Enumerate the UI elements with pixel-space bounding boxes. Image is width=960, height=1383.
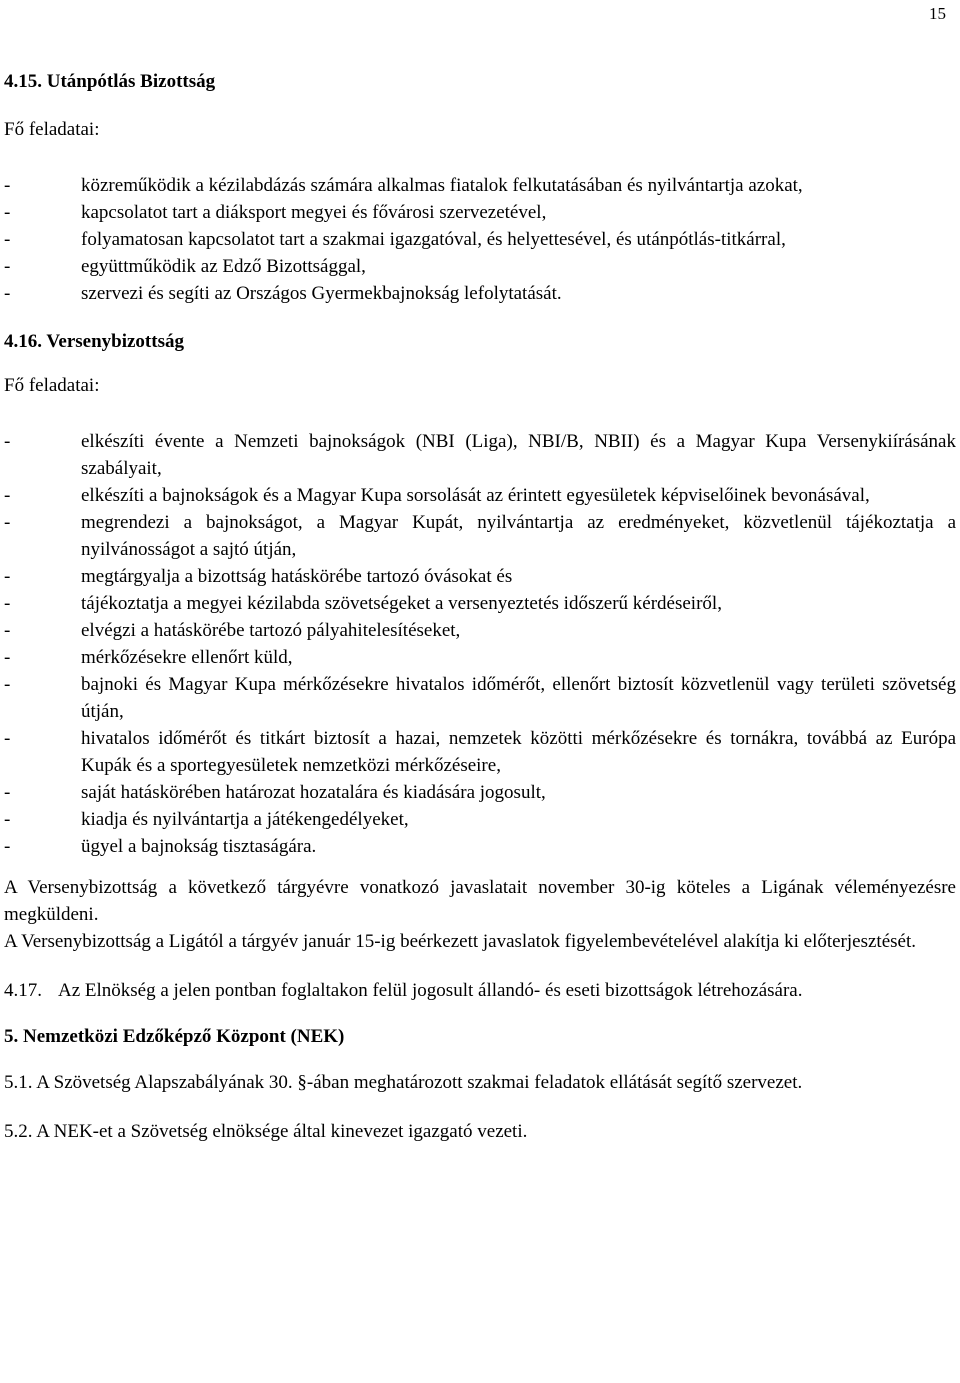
bullet-dash: -: [4, 647, 11, 668]
list-item: - elkészíti a bajnokságok és a Magyar Kupa sorsolását az érintett egyesületek képviselőinek bevonásával,: [4, 482, 956, 509]
section-4-17-number: 4.17.: [4, 980, 42, 1001]
section-4-17: [4, 977, 956, 1004]
list-item: - kapcsolatot tart a diáksport megyei és fővárosi szervezetével,: [4, 199, 956, 226]
document-body: [4, 68, 956, 1145]
list-item: - mérkőzésekre ellenőrt küld,: [4, 644, 956, 671]
section-4-15-list: [4, 172, 956, 307]
bullet-dash: -: [4, 566, 11, 587]
list-item: - szervezi és segíti az Országos Gyermekbajnokság lefolytatását.: [4, 280, 956, 307]
list-item: - bajnoki és Magyar Kupa mérkőzésekre hivatalos időmérőt, ellenőrt biztosít közvetlenül vagy területi szövetség útján,: [4, 671, 956, 725]
bullet-dash: -: [4, 593, 11, 614]
list-item: - elvégzi a hatáskörébe tartozó pályahitelesítéseket,: [4, 617, 956, 644]
versenybizottsag-paragraph-2: A Versenybizottság a Ligától a tárgyév január 15-ig beérkezett javaslatok figyelembevételével alakítja ki előterjesztését.: [4, 931, 916, 952]
list-item: - folyamatosan kapcsolatot tart a szakmai igazgatóval, és helyettesével, és utánpótlás-titkárral,: [4, 226, 956, 253]
section-4-16-list: [4, 428, 956, 860]
list-item: - hivatalos időmérőt és titkárt biztosít a hazai, nemzetek közötti mérkőzésekre és tornákra, továbbá az Európa Kupák és a sportegyesületek nemzetközi mérkőzéseire,: [4, 725, 956, 779]
list-item: - megtárgyalja a bizottság hatáskörébe tartozó óvásokat és: [4, 563, 956, 590]
page-number: 15: [929, 4, 946, 23]
bullet-dash: -: [4, 809, 11, 830]
bullet-dash: -: [4, 229, 11, 250]
section-4-15-subheading: Fő feladatai:: [4, 119, 100, 140]
bullet-dash: -: [4, 674, 11, 695]
section-4-17-text: Az Elnökség a jelen pontban foglaltakon felül jogosult állandó- és eseti bizottságok létrehozására.: [58, 980, 803, 1001]
bullet-dash: -: [4, 836, 11, 857]
bullet-dash: -: [4, 202, 11, 223]
bullet-dash: -: [4, 512, 11, 533]
bullet-dash: -: [4, 485, 11, 506]
list-item: - megrendezi a bajnokságot, a Magyar Kupát, nyilvántartja az eredményeket, közvetlenül tájékoztatja a nyilvánosságot a sajtó útján,: [4, 509, 956, 563]
section-4-16-title: 4.16. Versenybizottság: [4, 331, 184, 352]
bullet-dash: -: [4, 782, 11, 803]
section-5-title: 5. Nemzetközi Edzőképző Központ (NEK): [4, 1026, 345, 1047]
list-item: - saját hatáskörében határozat hozatalára és kiadására jogosult,: [4, 779, 956, 806]
section-4-16-subheading: Fő feladatai:: [4, 375, 100, 396]
versenybizottsag-paragraph-1: A Versenybizottság a következő tárgyévre vonatkozó javaslatait november 30-ig köteles a Ligának véleményezésre megküldeni.: [4, 877, 956, 925]
section-5-2-text: 5.2. A NEK-et a Szövetség elnöksége által kinevezet igazgató vezeti.: [4, 1121, 528, 1142]
list-item: - ügyel a bajnokság tisztaságára.: [4, 833, 956, 860]
list-item: - kiadja és nyilvántartja a játékengedélyeket,: [4, 806, 956, 833]
list-item: - elkészíti évente a Nemzeti bajnokságok (NBI (Liga), NBI/B, NBII) és a Magyar Kupa Versenykiírásának szabályait,: [4, 428, 956, 482]
list-item: - tájékoztatja a megyei kézilabda szövetségeket a versenyeztetés időszerű kérdéseiről,: [4, 590, 956, 617]
list-item: - együttműködik az Edző Bizottsággal,: [4, 253, 956, 280]
bullet-dash: -: [4, 620, 11, 641]
section-4-15-title: 4.15. Utánpótlás Bizottság: [4, 71, 216, 92]
section-5-1-text: 5.1. A Szövetség Alapszabályának 30. §-ában meghatározott szakmai feladatok ellátását segítő szervezet.: [4, 1072, 803, 1093]
bullet-dash: -: [4, 256, 11, 277]
bullet-dash: -: [4, 728, 11, 749]
bullet-dash: -: [4, 431, 11, 452]
bullet-dash: -: [4, 175, 11, 196]
bullet-dash: -: [4, 283, 11, 304]
list-item: - közreműködik a kézilabdázás számára alkalmas fiatalok felkutatásában és nyilvántartja azokat,: [4, 172, 956, 199]
